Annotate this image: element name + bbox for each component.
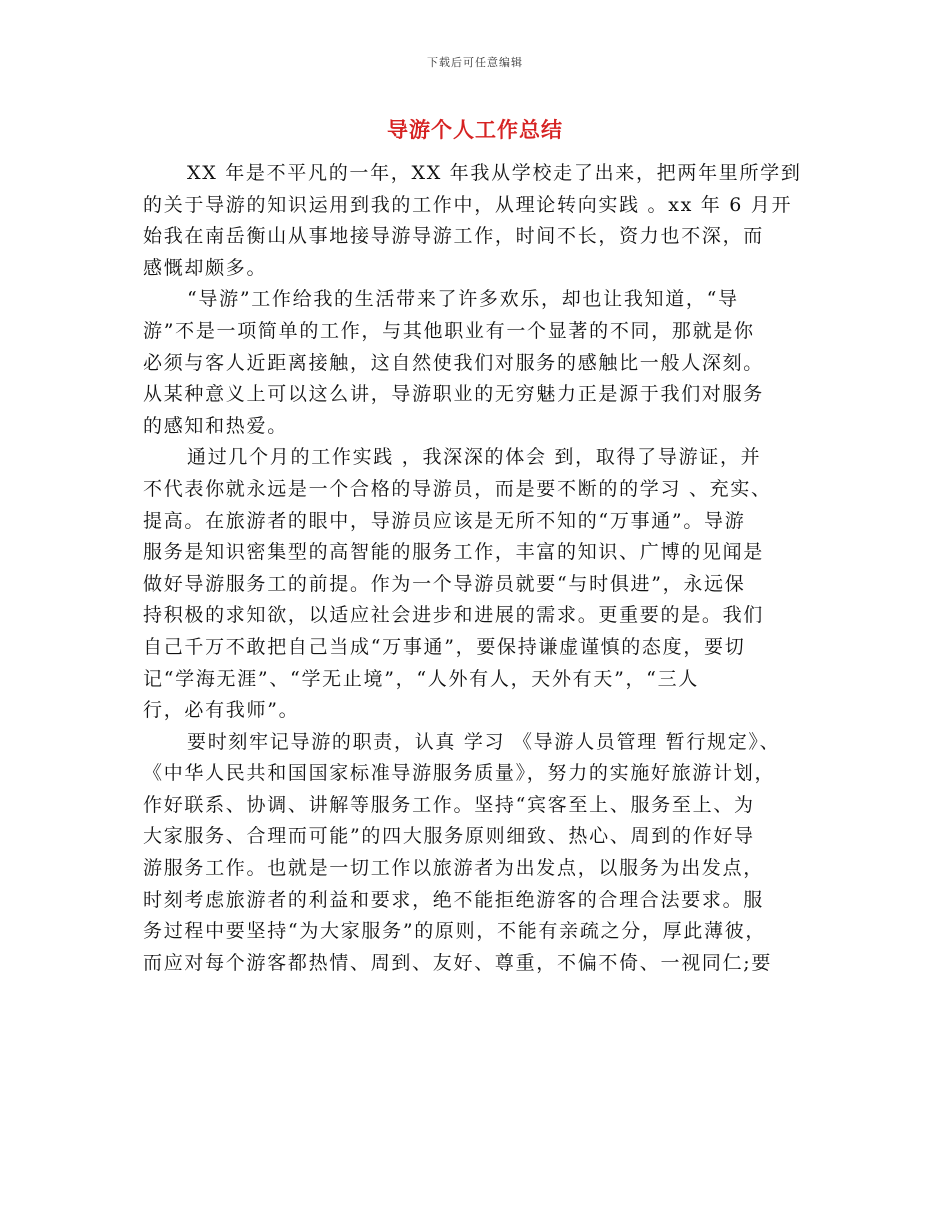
text-line: 始我在南岳衡山从事地接导游导游工作，时间不长，资力也不深，而 bbox=[143, 225, 765, 248]
text-line: 做好导游服务工的前提。作为一个导游员就要“与时俱进”，永远保 bbox=[143, 572, 746, 595]
text-line: 时刻考虑旅游者的利益和要求，绝不能拒绝游客的合理合法要求。服 bbox=[143, 888, 765, 911]
text-line: 必须与客人近距离接触，这自然使我们对服务的感触比一般人深刻。 bbox=[143, 351, 765, 374]
paragraph-first-line: 要时刻牢记导游的职责，认真 学习 《导游人员管理 暂行规定》、 bbox=[187, 730, 781, 753]
text-line: 的关于导游的知识运用到我的工作中，从理论转向实践 。xx 年 6 月开 bbox=[143, 193, 793, 216]
text-line: 自己千万不敢把自己当成“万事通”，要保持谦虚谨慎的态度，要切 bbox=[143, 635, 746, 658]
text-line: 的感知和热爱。 bbox=[143, 414, 288, 437]
text-line: 大家服务、合理而可能”的四大服务原则细致、热心、周到的作好导 bbox=[143, 825, 755, 848]
paragraph-first-line: 通过几个月的工作实践 ，我深深的体会 到，取得了导游证，并 bbox=[187, 446, 762, 469]
text-line: 提高。在旅游者的眼中，导游员应该是无所不知的“万事通”。导游 bbox=[143, 509, 746, 532]
body-text bbox=[143, 158, 815, 979]
text-line: 游”不是一项简单的工作，与其他职业有一个显著的不同，那就是你 bbox=[143, 319, 755, 342]
document-title: 导游个人工作总结 bbox=[387, 118, 563, 142]
text-line: 服务是知识密集型的高智能的服务工作，丰富的知识、广博的见闻是 bbox=[143, 541, 765, 564]
text-line: 不代表你就永远是一个合格的导游员，而是要不断的的学习 、充实、 bbox=[143, 477, 772, 500]
text-line: 感慨却颇多。 bbox=[143, 256, 268, 279]
paragraph-first-line: “导游”工作给我的生活带来了许多欢乐，却也让我知道，“导 bbox=[187, 288, 739, 311]
text-line: 持积极的求知欲，以适应社会进步和进展的需求。更重要的是。我们 bbox=[143, 604, 765, 627]
text-line: 行，必有我师”。 bbox=[143, 699, 300, 722]
text-line: 记“学海无涯”、“学无止境”，“人外有人，天外有天”，“三人 bbox=[143, 667, 699, 690]
paragraph-first-line: XX 年是不平凡的一年，XX 年我从学校走了出来，把两年里所学到 bbox=[187, 162, 802, 184]
text-line: 而应对每个游客都热情、周到、友好、尊重，不偏不倚、一视同仁;要 bbox=[143, 951, 773, 974]
text-line: 《中华人民共和国国家标准导游服务质量》，努力的实施好旅游计划， bbox=[143, 762, 776, 785]
text-line: 从某种意义上可以这么讲，导游职业的无穷魅力正是源于我们对服务 bbox=[143, 383, 765, 406]
text-line: 作好联系、协调、讲解等服务工作。坚持“宾客至上、服务至上、为 bbox=[143, 793, 755, 816]
header-note: 下载后可任意编辑 bbox=[427, 56, 523, 69]
text-line: 务过程中要坚持“为大家服务”的原则，不能有亲疏之分，厚此薄彼， bbox=[143, 920, 767, 943]
text-line: 游服务工作。也就是一切工作以旅游者为出发点，以服务为出发点， bbox=[143, 857, 765, 880]
